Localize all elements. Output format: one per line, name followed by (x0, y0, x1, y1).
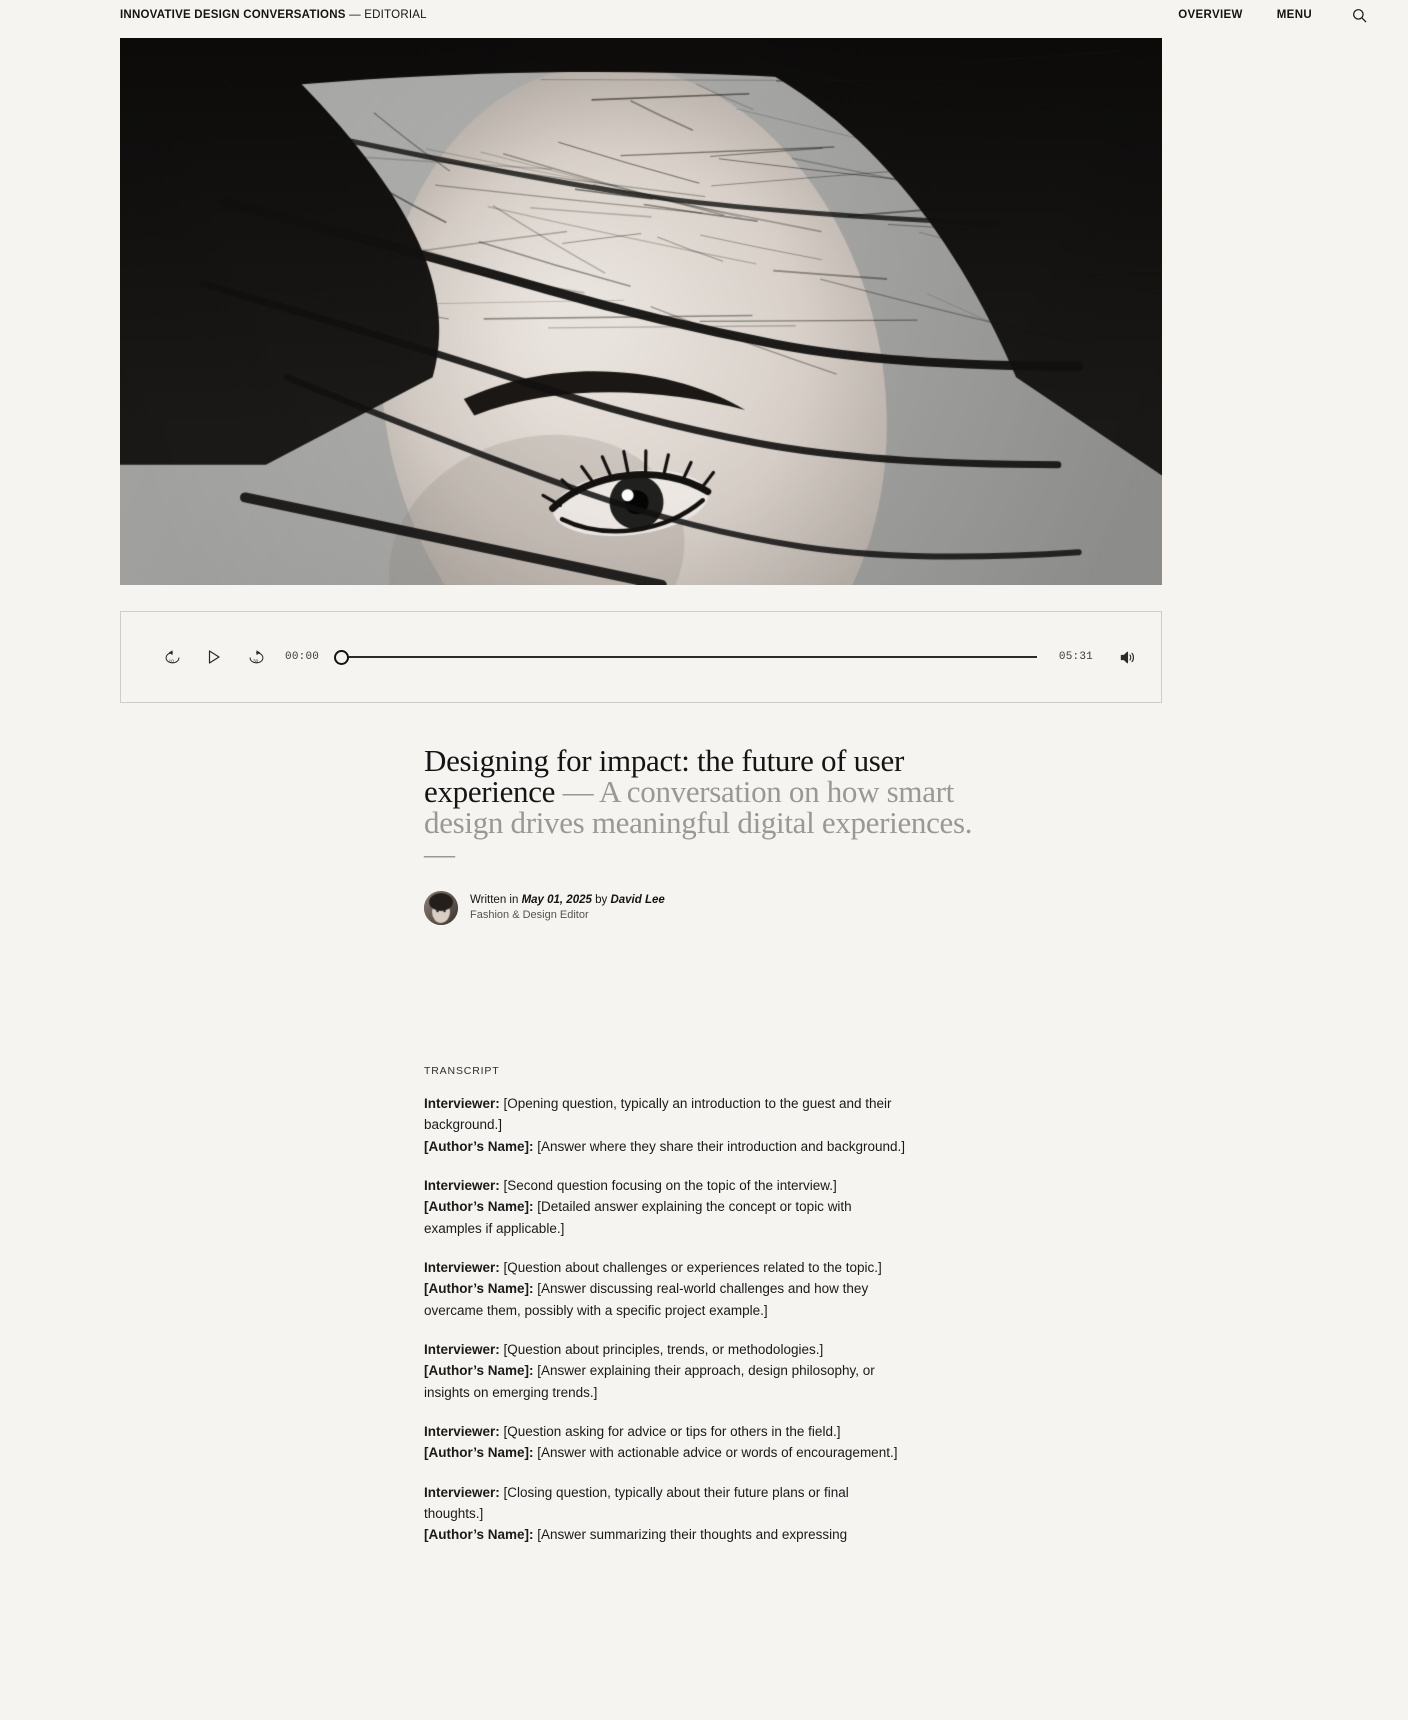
header-nav (1178, 6, 1368, 24)
article-header (0, 745, 1408, 925)
transcript-section (0, 1065, 1408, 1546)
transcript-block (424, 1421, 910, 1464)
rewind-10-icon[interactable] (159, 644, 185, 670)
transcript-answer-text: [Answer summarizing their thoughts and expressing (533, 1527, 848, 1543)
transcript-answer-speaker: [Author’s Name]: (424, 1281, 534, 1297)
nav-link-menu[interactable]: MENU (1276, 9, 1312, 21)
forward-30-icon[interactable] (243, 644, 269, 670)
transcript-answer-text: [Answer explaining their approach, design philosophy, or insights on emerging trends.] (424, 1363, 875, 1400)
transcript-question-text: [Question about principles, trends, or methodologies.] (499, 1341, 824, 1357)
byline-prefix: Written in (470, 894, 522, 907)
site-header (0, 0, 1408, 30)
transcript-question-text: [Second question focusing on the topic of the interview.] (499, 1177, 837, 1193)
transcript-question-speaker: Interviewer: (424, 1484, 500, 1500)
byline-by: by (591, 894, 611, 907)
transcript-question-text: [Question about challenges or experiences related to the topic.] (499, 1259, 882, 1275)
page-title (424, 745, 984, 869)
transcript-answer-speaker: [Author’s Name]: (424, 1363, 534, 1379)
transcript-question (424, 1093, 910, 1136)
progress-knob[interactable] (334, 650, 349, 665)
play-icon[interactable] (201, 644, 227, 670)
svg-text:30: 30 (252, 658, 258, 664)
transcript-block (424, 1175, 910, 1239)
brand-main: INNOVATIVE DESIGN CONVERSATIONS (120, 9, 346, 21)
hero-portrait-canvas (120, 38, 1162, 585)
transcript-answer (424, 1196, 910, 1239)
transcript-block (424, 1257, 910, 1321)
transcript-question (424, 1482, 910, 1525)
transcript-question (424, 1257, 910, 1278)
transcript-answer-speaker: [Author’s Name]: (424, 1445, 534, 1461)
transcript-answer (424, 1360, 910, 1403)
current-time: 00:00 (285, 651, 320, 663)
byline-role: Fashion & Design Editor (470, 909, 589, 922)
nav-link-overview[interactable]: OVERVIEW (1178, 9, 1243, 21)
transcript-answer-text: [Answer with actionable advice or words of encouragement.] (533, 1445, 898, 1461)
brand[interactable] (120, 9, 427, 21)
transcript-answer-text: [Answer where they share their introduction and background.] (533, 1138, 905, 1154)
transcript-answer (424, 1442, 910, 1463)
transcript-question-text: [Opening question, typically an introduction to the guest and their background.] (424, 1096, 892, 1133)
progress-track (341, 656, 1037, 658)
hero-image (120, 38, 1162, 585)
total-time: 05:31 (1058, 651, 1093, 663)
transcript-answer (424, 1524, 910, 1545)
headline-main: Designing for impact: the future of user experience (424, 743, 905, 809)
transcript-block (424, 1482, 910, 1546)
search-icon[interactable] (1350, 6, 1368, 24)
headline-sub: — A conversation on how smart design drives meaningful digital experiences. — (424, 774, 973, 871)
transcript-label: TRANSCRIPT (424, 1065, 500, 1077)
transcript-block (424, 1093, 910, 1157)
transcript-block (424, 1339, 910, 1403)
transcript-question-speaker: Interviewer: (424, 1423, 500, 1439)
transcript-answer (424, 1136, 910, 1157)
transcript-question-text: [Question asking for advice or tips for others in the field.] (499, 1423, 841, 1439)
transcript-question (424, 1175, 910, 1196)
transcript-answer-speaker: [Author’s Name]: (424, 1138, 534, 1154)
transcript-question-speaker: Interviewer: (424, 1096, 500, 1111)
transcript-answer-text: [Answer discussing real-world challenges and how they overcame them, possibly with a specific project example.] (424, 1281, 869, 1318)
volume-icon[interactable] (1115, 645, 1139, 669)
transcript-question-text: [Closing question, typically about their future plans or final thoughts.] (424, 1484, 849, 1521)
byline-text (470, 893, 665, 922)
transcript-question-speaker: Interviewer: (424, 1341, 500, 1357)
transcript-question-speaker: Interviewer: (424, 1177, 500, 1193)
transcript-blocks (424, 1093, 1408, 1546)
transcript-answer-text: [Detailed answer explaining the concept or topic with examples if applicable.] (424, 1199, 852, 1236)
avatar-canvas (424, 891, 458, 925)
byline-date: May 01, 2025 (521, 894, 592, 907)
transcript-answer-speaker: [Author’s Name]: (424, 1199, 534, 1215)
progress-slider[interactable] (341, 646, 1037, 668)
transcript-answer-speaker: [Author’s Name]: (424, 1527, 534, 1543)
byline (424, 891, 1408, 925)
brand-sub: — EDITORIAL (345, 9, 427, 21)
audio-player (120, 611, 1162, 703)
transcript-question (424, 1339, 910, 1360)
transcript-question (424, 1421, 910, 1442)
svg-text:10: 10 (168, 658, 174, 664)
avatar (424, 891, 458, 925)
transcript-answer (424, 1278, 910, 1321)
byline-author[interactable]: David Lee (610, 894, 665, 907)
transcript-question-speaker: Interviewer: (424, 1259, 500, 1275)
